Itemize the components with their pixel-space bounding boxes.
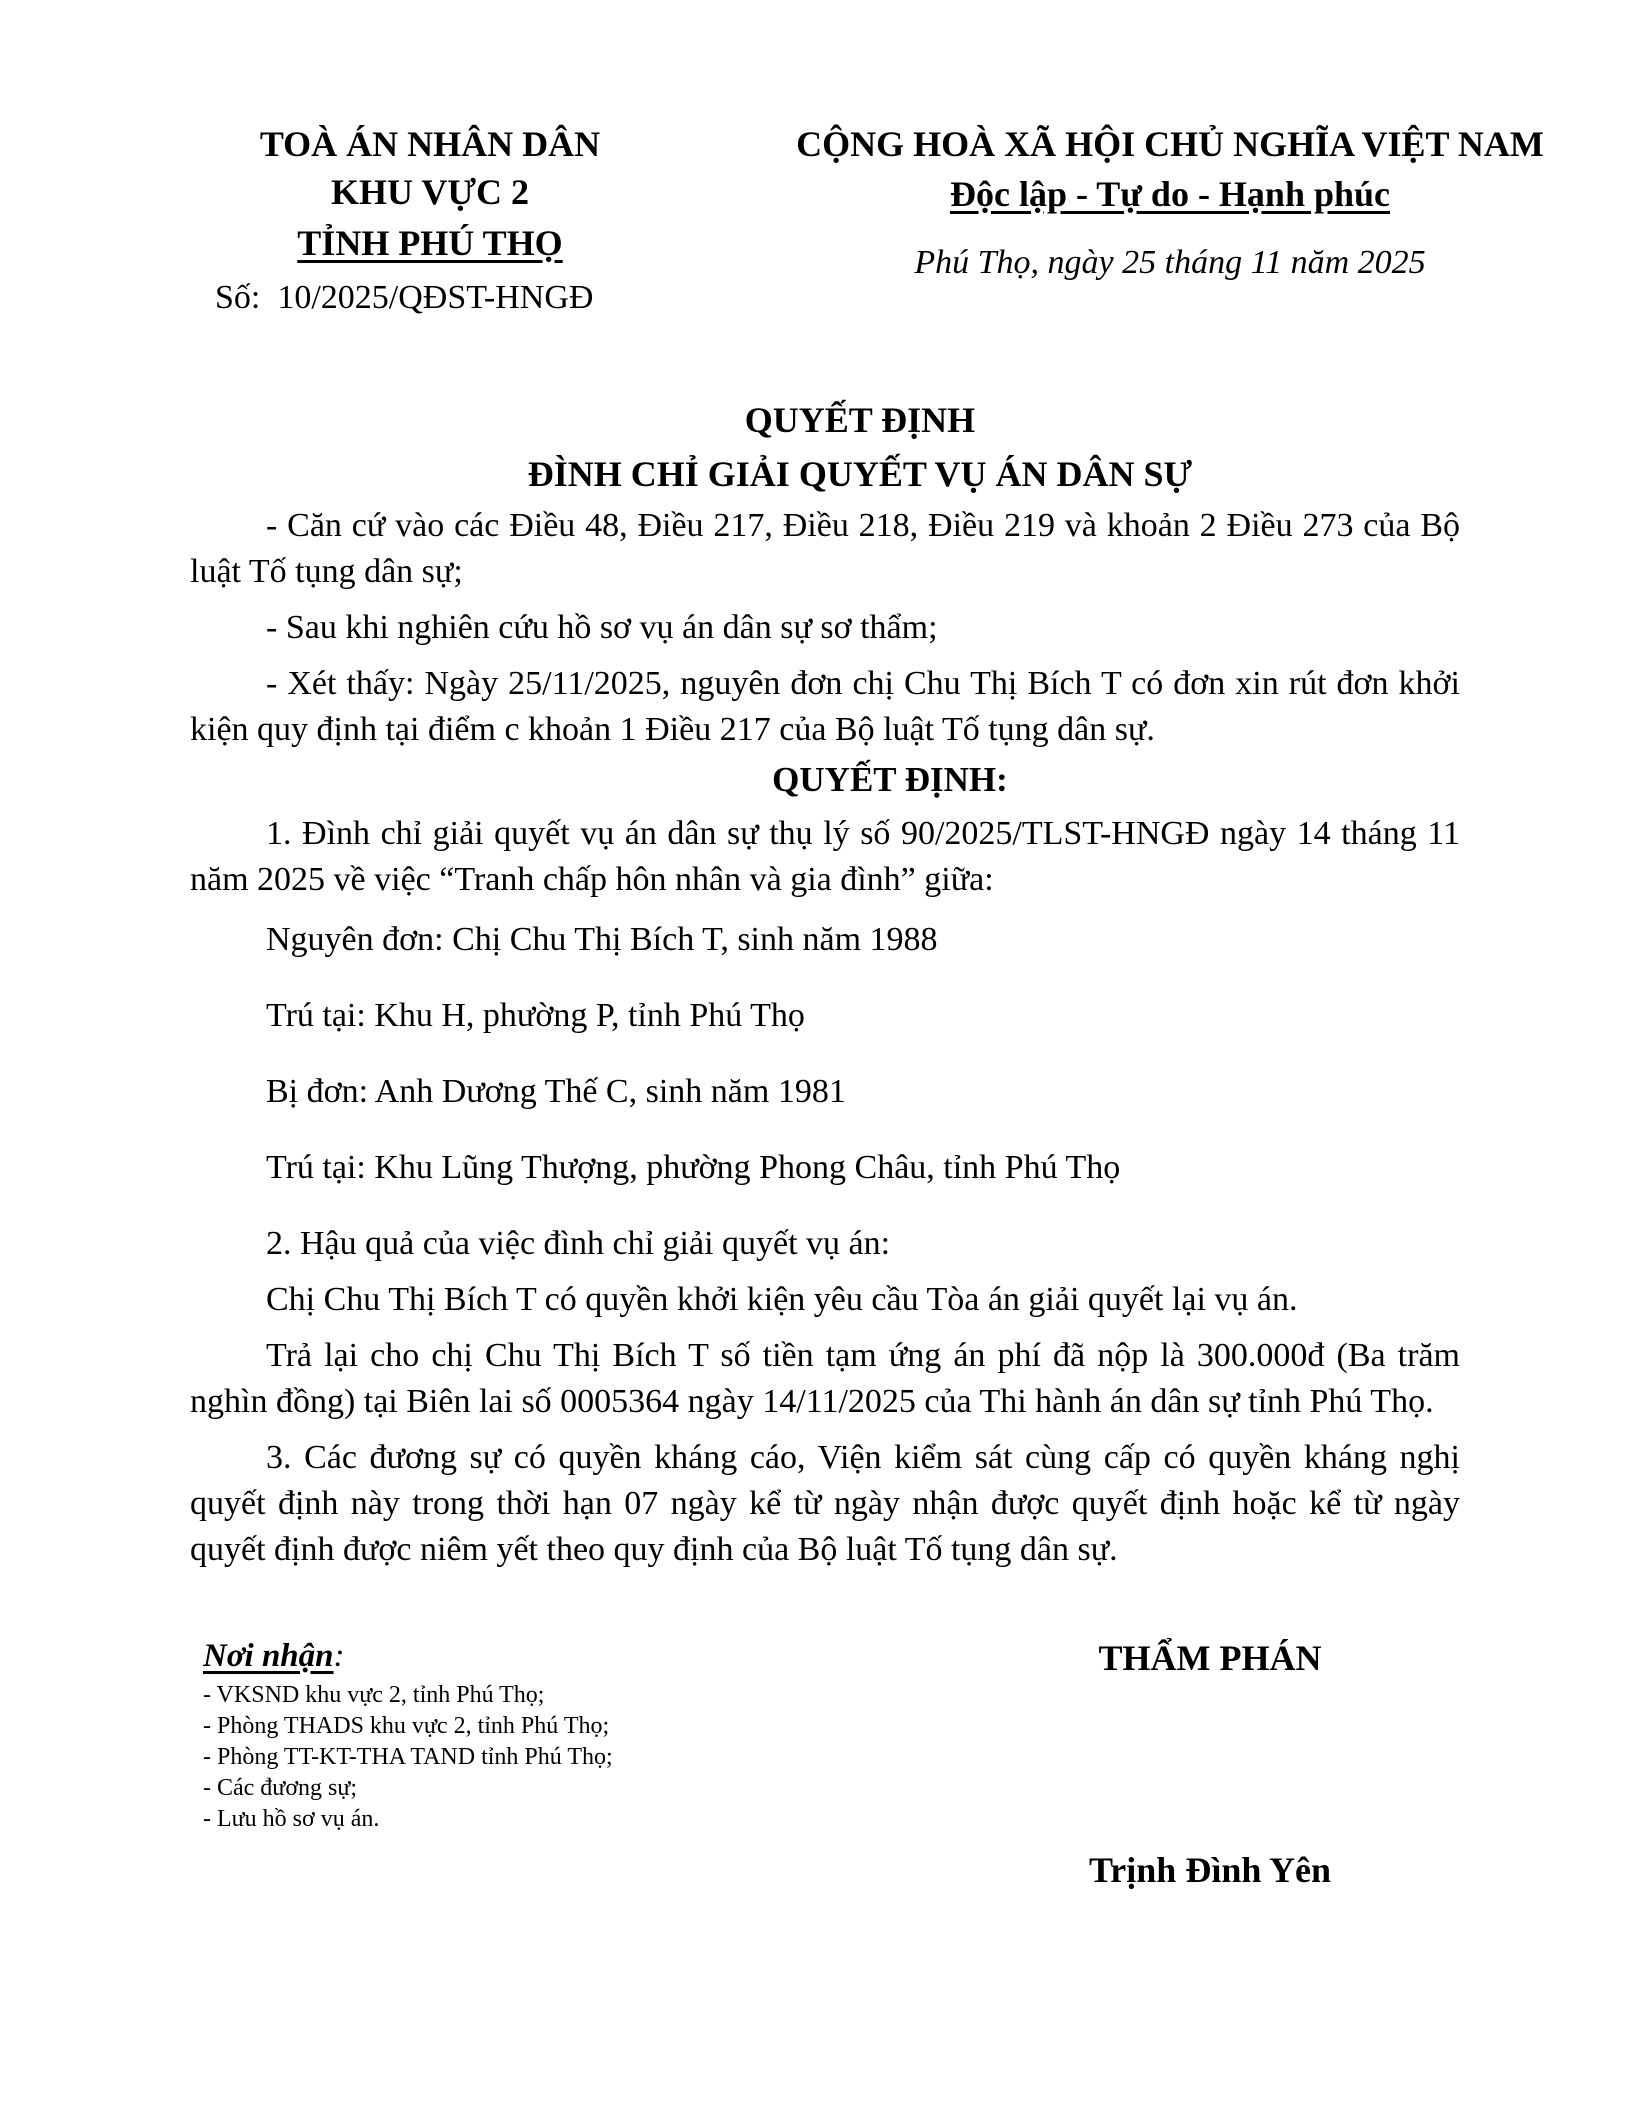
recipients-heading — [203, 1636, 345, 1676]
recipient-item: - Lưu hồ sơ vụ án. — [203, 1806, 380, 1832]
nation-name: CỘNG HOÀ XÃ HỘI CHỦ NGHĨA VIỆT NAM — [796, 124, 1544, 164]
court-name-line1: TOÀ ÁN NHÂN DÂN — [259, 124, 601, 164]
recipient-item: - VKSND khu vực 2, tỉnh Phú Thọ; — [203, 1682, 545, 1708]
decision-item-1: 1. Đình chỉ giải quyết vụ án dân sự thụ lý số 90/2025/TLST-HNGĐ ngày 14 tháng 11 năm 2025 về việc “Tranh chấp hôn nhân và gia đình” giữa: — [190, 815, 1460, 898]
court-name-line3 — [180, 219, 680, 267]
preamble-finding: - Xét thấy: Ngày 25/11/2025, nguyên đơn chị Chu Thị Bích T có đơn xin rút đơn khởi kiện quy định tại điểm c khoản 1 Điều 217 của Bộ luật Tố tụng dân sự. — [190, 665, 1460, 748]
defendant-address: Trú tại: Khu Lũng Thượng, phường Phong Châu, tỉnh Phú Thọ — [266, 1149, 1121, 1186]
decision-heading: QUYẾT ĐỊNH: — [772, 760, 1008, 799]
preamble-legal-basis: - Căn cứ vào các Điều 48, Điều 217, Điều 218, Điều 219 và khoản 2 Điều 273 của Bộ luật Tố tụng dân sự; — [190, 507, 1460, 590]
recipient-item: - Phòng THADS khu vực 2, tỉnh Phú Thọ; — [203, 1713, 610, 1739]
preamble-review: - Sau khi nghiên cứu hồ sơ vụ án dân sự sơ thẩm; — [266, 609, 938, 646]
recipients-colon: : — [333, 1638, 345, 1674]
court-province: TỈNH PHÚ THỌ — [297, 223, 563, 263]
plaintiff-address: Trú tại: Khu H, phường P, tỉnh Phú Thọ — [266, 997, 805, 1034]
document-number — [215, 275, 593, 321]
decision-item-2-right: Chị Chu Thị Bích T có quyền khởi kiện yêu cầu Tòa án giải quyết lại vụ án. — [266, 1281, 1298, 1318]
title-line1: QUYẾT ĐỊNH — [744, 400, 976, 440]
recipient-item: - Các đương sự; — [203, 1775, 358, 1801]
decision-item-2-refund: Trả lại cho chị Chu Thị Bích T số tiền tạm ứng án phí đã nộp là 300.000đ (Ba trăm nghìn đồng) tại Biên lai số 0005364 ngày 14/11/2025 của Thi hành án dân sự tỉnh Phú Thọ. — [190, 1337, 1460, 1420]
document-number-value: 10/2025/QĐST-HNGĐ — [277, 279, 594, 316]
recipient-item: - Phòng TT-KT-THA TAND tỉnh Phú Thọ; — [203, 1744, 613, 1770]
signer-name: Trịnh Đình Yên — [1088, 1850, 1332, 1890]
plaintiff: Nguyên đơn: Chị Chu Thị Bích T, sinh năm 1988 — [266, 921, 938, 958]
decision-item-3: 3. Các đương sự có quyền kháng cáo, Viện kiểm sát cùng cấp có quyền kháng nghị quyết định này trong thời hạn 07 ngày kể từ ngày nhận được quyết định hoặc kể từ ngày quyết định được niêm yết theo quy định của Bộ luật Tố tụng dân sự. — [190, 1439, 1460, 1568]
document-body — [190, 503, 1460, 1573]
title-line2: ĐÌNH CHỈ GIẢI QUYẾT VỤ ÁN DÂN SỰ — [527, 454, 1193, 494]
place-date: Phú Thọ, ngày 25 tháng 11 năm 2025 — [914, 244, 1426, 281]
court-name-line2: KHU VỰC 2 — [331, 172, 529, 212]
recipients-list — [203, 1680, 613, 1835]
decision-item-2: 2. Hậu quả của việc đình chỉ giải quyết vụ án: — [266, 1225, 891, 1262]
defendant: Bị đơn: Anh Dương Thế C, sinh năm 1981 — [266, 1073, 846, 1110]
motto: Độc lập - Tự do - Hạnh phúc — [949, 174, 1391, 214]
document-number-label: Số: — [215, 279, 261, 316]
motto-line — [740, 170, 1600, 218]
recipients-label: Nơi nhận — [203, 1638, 334, 1674]
signer-role: THẨM PHÁN — [1098, 1638, 1322, 1678]
